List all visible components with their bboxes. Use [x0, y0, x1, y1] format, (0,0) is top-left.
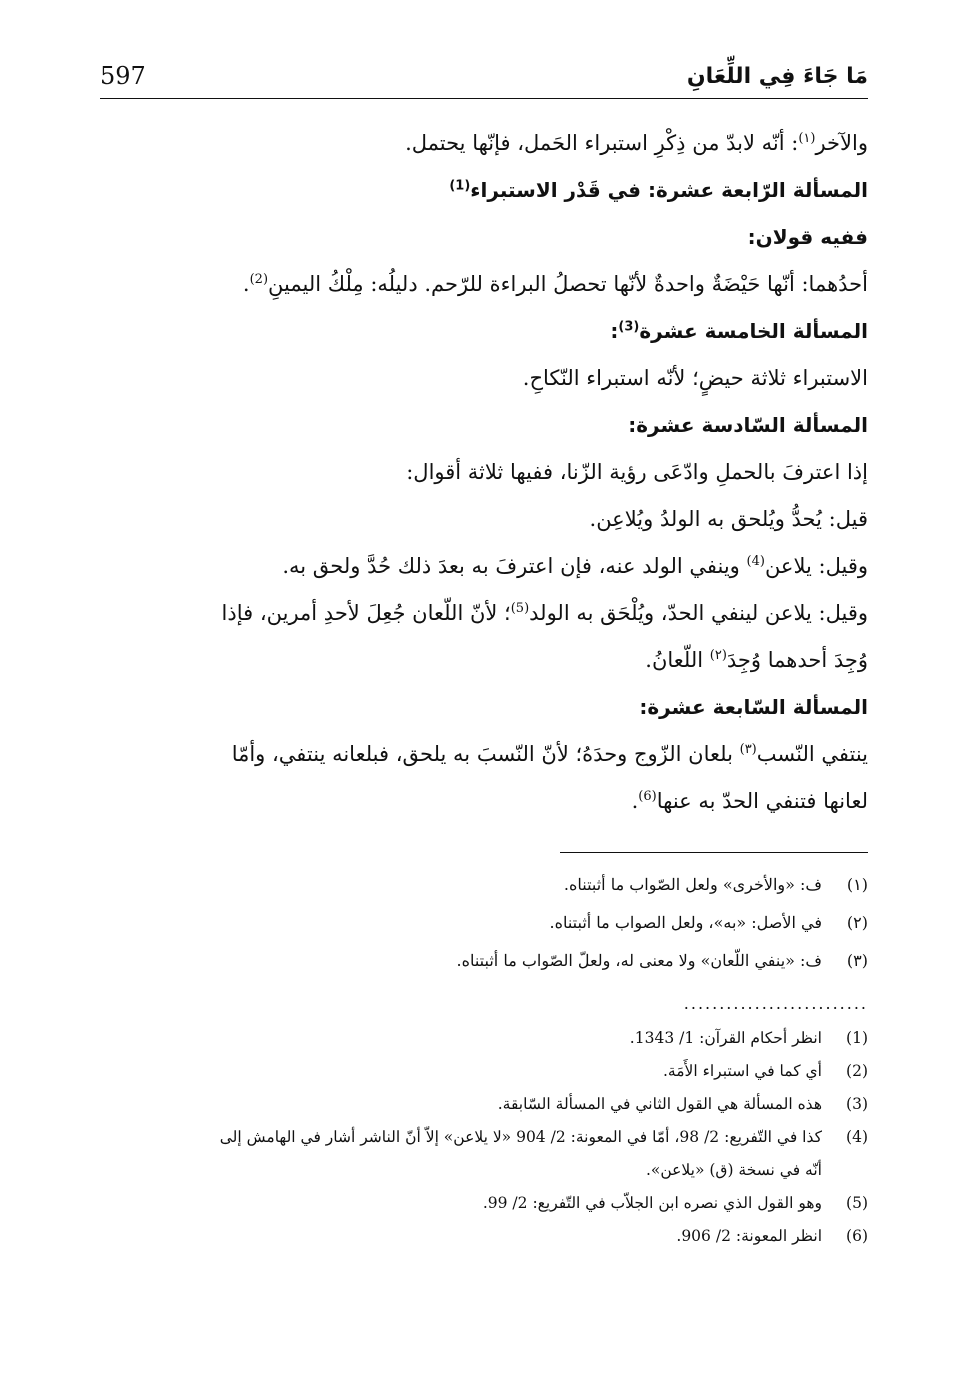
text-segment: : أنّه لابدّ من ذِكْرِ استبراء الحَمل، فإنّها يحتمل.: [405, 131, 799, 155]
footnote-text: وهو القول الذي نصره ابن الجلاّب في التّفريع: 2/ 99.: [482, 1194, 822, 1212]
footnote-number: (١): [846, 875, 868, 894]
footnote-number: (٢): [846, 913, 868, 932]
footnote-ref: (2): [249, 272, 269, 287]
page-header: [100, 58, 868, 99]
text-segment: وقيل: يلاعن: [764, 554, 868, 578]
text-segment: ينتفي النّسب: [756, 742, 868, 766]
text-segment: اللّعانُ.: [645, 648, 710, 672]
section-heading: [95, 167, 868, 214]
footnote-ref: (١): [798, 131, 816, 146]
heading-text: المسألة الرّابعة عشرة: في قَدْر الاستبراء: [470, 178, 868, 202]
footnote-number: (٣): [846, 951, 868, 970]
footnote-item: [95, 1088, 868, 1121]
footnote-item: [95, 1220, 868, 1253]
text-line: [95, 543, 868, 590]
text-line: [95, 120, 868, 167]
text-line: [95, 355, 868, 402]
running-title: مَا جَاءَ فِي اللِّعَانِ: [686, 64, 868, 89]
heading-text: :: [610, 319, 619, 343]
footnote-text: أي كما في استبراء الأَمَة.: [662, 1062, 822, 1080]
text-line: [95, 731, 868, 778]
section-heading: [95, 308, 868, 355]
footnote-ref: (6): [638, 789, 657, 804]
text-line: [95, 449, 868, 496]
footnote-number: (2): [846, 1062, 868, 1080]
footnote-ref: (1): [449, 178, 471, 194]
footnote-ref: (5): [510, 601, 530, 616]
footnote-item: [95, 904, 868, 942]
footnote-number: (1): [846, 1029, 868, 1047]
text-segment: .: [631, 789, 639, 813]
section-heading: [95, 402, 868, 449]
dotted-separator: ..........................: [683, 994, 868, 1013]
footnote-text: انظر المعونة: 2/ 906.: [676, 1227, 822, 1245]
footnote-ref: (٣): [739, 742, 757, 757]
text-segment: .: [242, 272, 250, 296]
heading-text: المسألة السّادسة عشرة:: [628, 413, 868, 437]
text-segment: لعانها فتنفي الحدّ به عنها: [656, 789, 868, 813]
text-line: [95, 590, 868, 637]
footnote-text: ف: «والأخرى» ولعل الصّواب ما أثبتناه.: [563, 875, 822, 894]
footnote-item: [95, 942, 868, 980]
footnote-number: (4): [846, 1128, 868, 1146]
footnote-item: [95, 866, 868, 904]
text-line: [95, 261, 868, 308]
footnote-text: انظر أحكام القرآن: 1/ 1343.: [629, 1029, 822, 1047]
text-segment: وُجِدَ أحدهما وُجِدَ: [726, 648, 868, 672]
footnote-item: [95, 1187, 868, 1220]
footnote-number: (5): [846, 1194, 868, 1212]
text-line: [95, 778, 868, 825]
heading-text: المسألة الخامسة عشرة: [639, 319, 868, 343]
text-segment: قيل: يُحدُّ ويُلحق به الولدُ ويُلاعِن.: [589, 507, 868, 531]
text-segment: إذا اعترفَ بالحملِ وادّعَى رؤية الزّنا، ففيها ثلاثة أقوال:: [406, 460, 868, 484]
footnote-ref: (٢): [709, 648, 727, 663]
page-number: 597: [100, 62, 146, 90]
text-segment: أحدُهما: أنّها حَيْضَةٌ واحدةٌ لأنّها تحصلُ البراءة للرّحم. دليلُه: مِلْكُ اليمينِ: [268, 272, 868, 296]
text-segment: والآخر: [815, 131, 868, 155]
text-segment: الاستبراء ثلاثة حيضٍ؛ لأنّه استبراء النّكاحِ.: [522, 366, 868, 390]
heading-text: المسألة السّابعة عشرة:: [639, 695, 868, 719]
footnote-number: (6): [846, 1227, 868, 1245]
footnote-ref: (3): [618, 319, 640, 335]
footnote-text: كذا في التّفريع: 2/ 98، أمّا في المعونة: 2/ 904 «لا يلاعن» إلاّ أنّ الناشر أشار في الهامش إلى: [219, 1128, 822, 1146]
text-segment: بلعان الزّوج وحدَهُ؛ لأنّ النّسبَ به يلحق، فبلعانه ينتفي، وأمّا: [231, 742, 740, 766]
text-segment: وقيل: يلاعن لينفي الحدّ، ويُلْحَق به الولد: [529, 601, 868, 625]
author-footnotes: [95, 1022, 868, 1253]
text-line: [95, 496, 868, 543]
footnote-text: في الأصل: «به»، ولعل الصواب ما أثبتناه.: [549, 913, 822, 932]
footnote-item: [95, 1121, 868, 1187]
footnote-divider: [560, 852, 868, 853]
text-line: [95, 637, 868, 684]
footnote-item: [95, 1055, 868, 1088]
footnote-number: (3): [846, 1095, 868, 1113]
footnote-continuation: أنّه في نسخة (ق) «يلاعن».: [645, 1161, 822, 1179]
text-segment: وينفي الولد عنه، فإن اعترفَ به بعدَ ذلك حُدَّ ولحق به.: [282, 554, 747, 578]
section-heading: [95, 684, 868, 731]
heading-text: ففيه قولان:: [747, 225, 868, 249]
subheading: [95, 214, 868, 261]
text-segment: ؛ لأنّ اللّعان جُعِلَ لأحدِ أمرين، فإذا: [221, 601, 511, 625]
main-text: [95, 120, 868, 825]
footnote-ref: (4): [746, 554, 765, 569]
footnote-text: ف: «ينفي اللّعان» ولا معنى له، ولعلّ الصّواب ما أثبتناه.: [456, 951, 822, 970]
footnote-item: [95, 1022, 868, 1055]
footnote-text: هذه المسألة هي القول الثاني في المسألة السّابقة.: [497, 1095, 822, 1113]
editor-footnotes: [95, 866, 868, 980]
